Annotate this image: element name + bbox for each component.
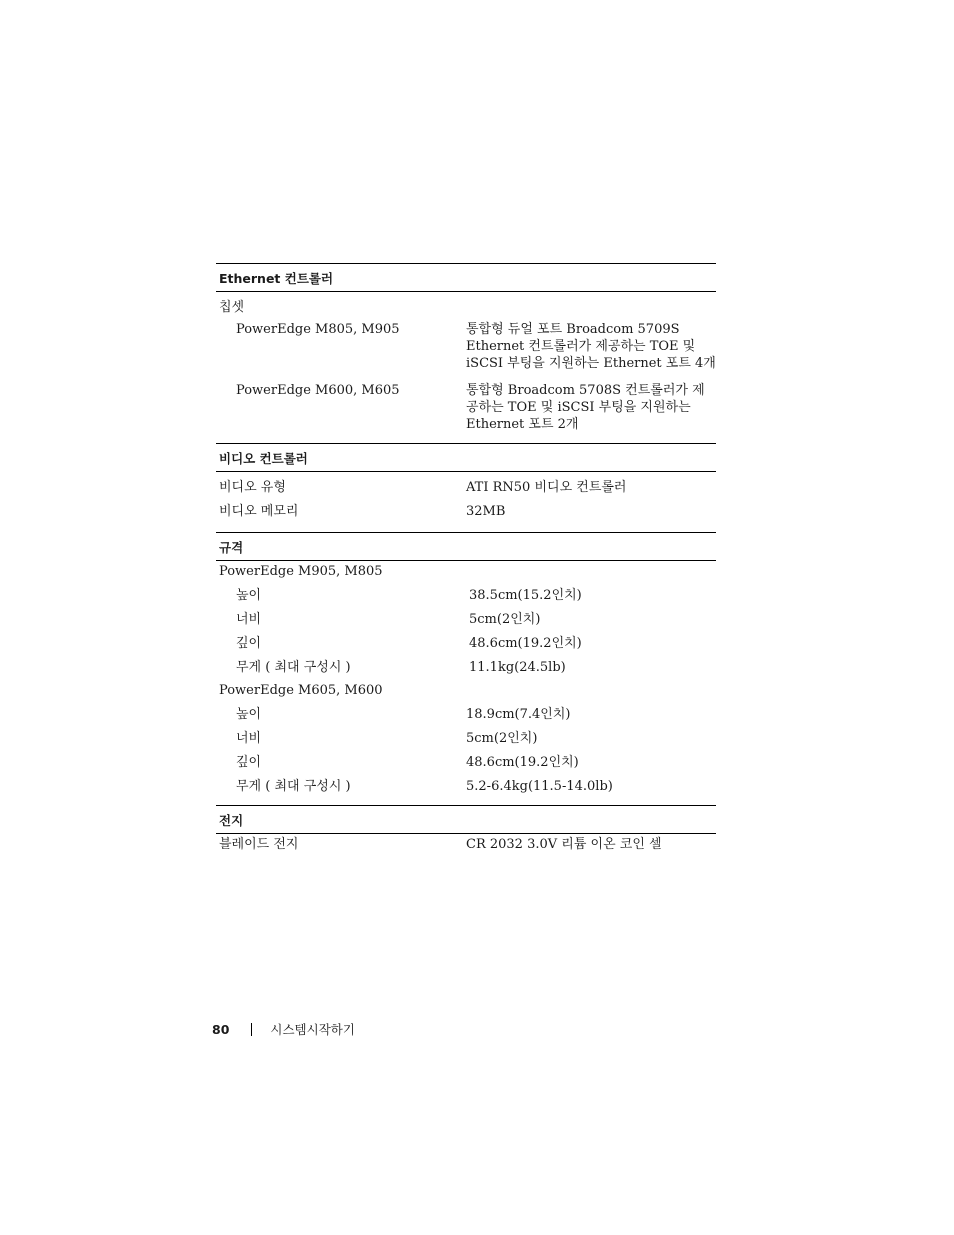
spec-row [216,778,716,795]
spec-value [466,682,716,699]
spec-row [216,563,716,580]
page-footer [212,1020,355,1038]
section-battery [216,805,716,853]
footer-divider [251,1023,252,1036]
spec-label: PowerEdge M905, M805 [219,564,383,579]
spec-table [216,263,716,853]
spec-row [216,706,716,723]
spec-label: 너비 [236,731,262,746]
spec-value: 48.6cm(19.2인치) [469,636,582,651]
spec-row [216,587,716,604]
spec-label: 깊이 [236,755,262,770]
spec-label: 높이 [236,588,262,603]
spec-value: 5.2-6.4kg(11.5-14.0lb) [466,779,613,794]
section-title: 전지 [216,806,716,834]
spec-value [466,563,716,580]
spec-value: ATI RN50 비디오 컨트롤러 [466,480,627,495]
spec-value: 11.1kg(24.5lb) [469,660,566,675]
spec-value: 통합형 듀얼 포트 Broadcom 5709S Ethernet 컨트롤러가 제공하는 TOE 및 iSCSI 부팅을 지원하는 Ethernet 포트 4개 [466,322,716,371]
spec-value: 통합형 Broadcom 5708S 컨트롤러가 제공하는 TOE 및 iSCSI 부팅을 지원하는 Ethernet 포트 2개 [466,383,705,432]
spec-row [216,659,716,676]
section-title: 규격 [216,533,716,561]
section-ethernet [216,263,716,433]
spec-row [216,321,716,372]
spec-label: PowerEdge M805, M905 [236,322,400,337]
page-number: 80 [212,1021,230,1037]
spec-row [216,754,716,771]
spec-row [216,299,716,316]
spec-value: 18.9cm(7.4인치) [466,707,571,722]
spec-label: 블레이드 전지 [219,837,299,852]
spec-value [466,299,716,316]
spec-label: 비디오 유형 [219,480,286,495]
spec-label: 무게 ( 최대 구성시 ) [236,660,351,675]
spec-label: 너비 [236,612,262,627]
chapter-title: 시스템시작하기 [270,1022,355,1037]
spec-value: CR 2032 3.0V 리튬 이온 코인 셀 [466,837,662,852]
spec-label: 깊이 [236,636,262,651]
spec-row [216,682,716,699]
spec-label: PowerEdge M600, M605 [236,383,400,398]
spec-value: 5cm(2인치) [469,612,541,627]
spec-label: 무게 ( 최대 구성시 ) [236,779,351,794]
spec-value: 5cm(2인치) [466,731,538,746]
section-title: 비디오 컨트롤러 [216,444,716,472]
spec-label: PowerEdge M605, M600 [219,683,383,698]
spec-label: 비디오 메모리 [219,504,299,519]
spec-label: 칩셋 [219,300,245,315]
spec-row [216,382,716,433]
spec-value: 48.6cm(19.2인치) [466,755,579,770]
spec-row [216,611,716,628]
spec-row [216,503,716,520]
spec-row [216,836,716,853]
spec-row [216,635,716,652]
section-dimensions [216,532,716,795]
section-title: Ethernet 컨트롤러 [216,264,716,292]
spec-label: 높이 [236,707,262,722]
spec-row [216,479,716,496]
section-video [216,443,716,520]
spec-value: 38.5cm(15.2인치) [469,588,582,603]
spec-row [216,730,716,747]
spec-value: 32MB [466,504,506,519]
